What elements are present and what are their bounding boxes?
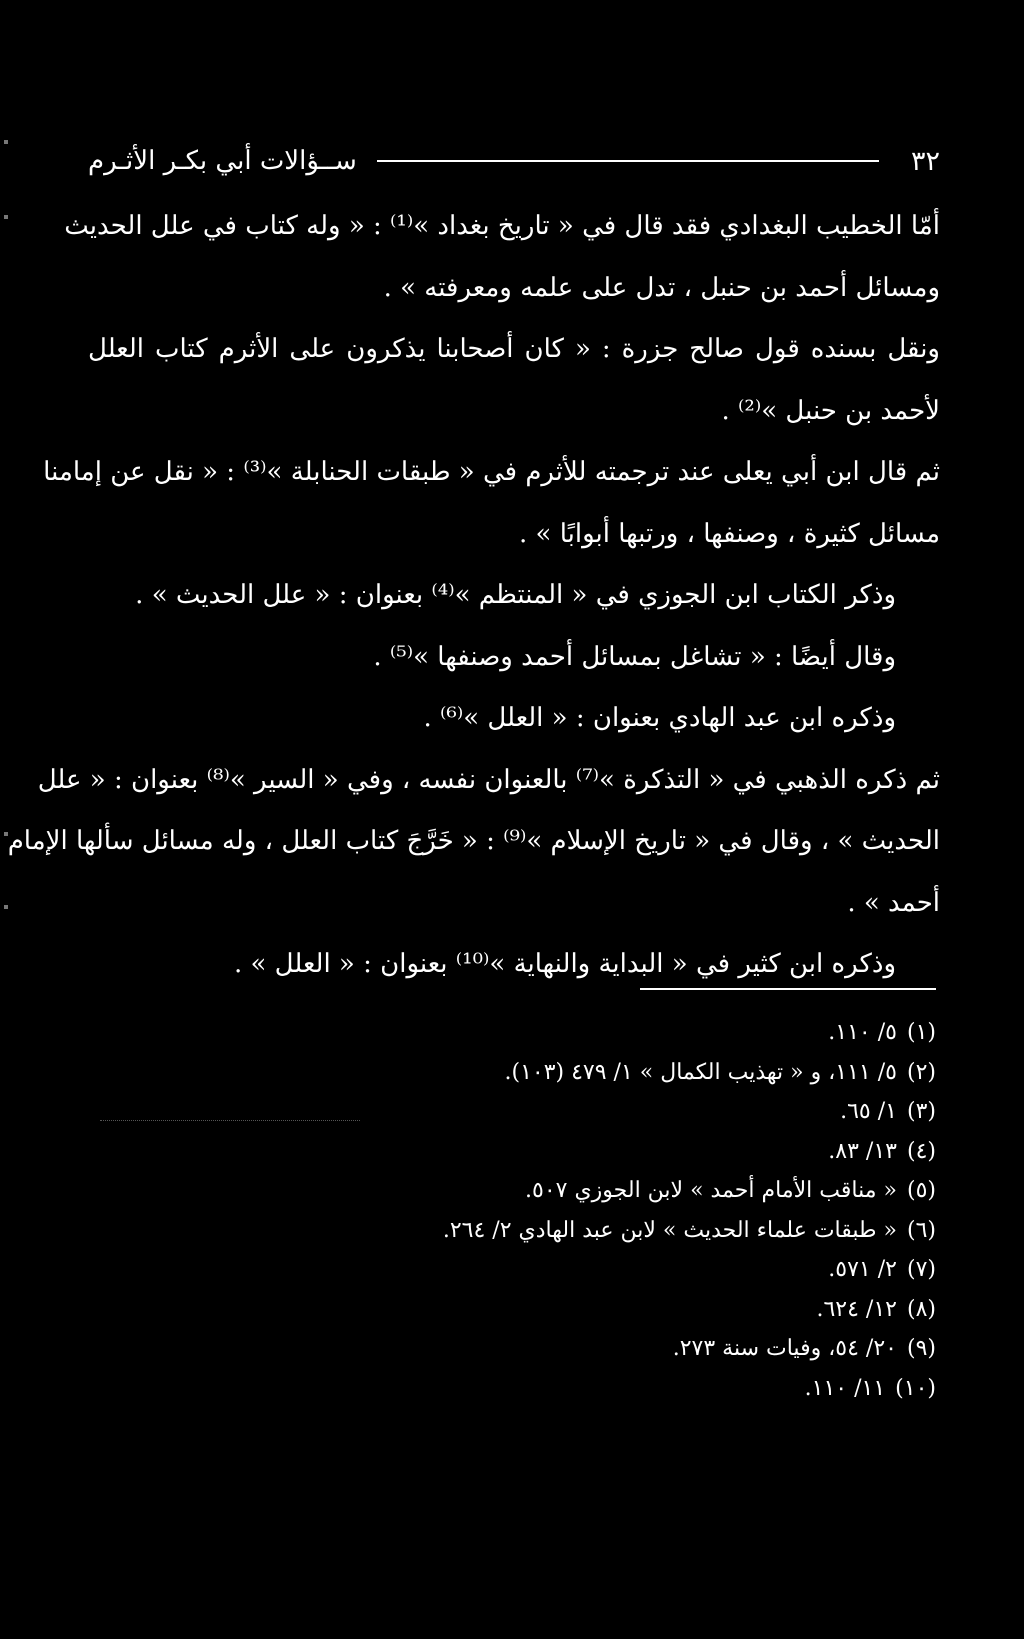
scan-edge-mark [4, 140, 8, 144]
footnote-number: (٦) [906, 1217, 936, 1243]
footnote-number: (٣) [906, 1099, 936, 1124]
footnote-1 [300, 1013, 936, 1053]
footnote-9 [300, 1329, 936, 1369]
body-line: ونقل بسنده قول صالح جزرة : « كان أصحابنا يذكرون على الأثرم كتاب العلل [88, 334, 940, 364]
footnote-3 [300, 1092, 936, 1132]
scan-noise [100, 1120, 360, 1125]
footnote-text: ٥/ ١١١، و « تهذيب الكمال » ١/ ٤٧٩ (١٠٣). [504, 1059, 897, 1085]
footnote-number: (٧) [906, 1257, 936, 1282]
body-line: ثم قال ابن أبي يعلى عند ترجمته للأثرم في « طبقات الحنابلة »⁽³⁾ : « نقل عن إمامنا [43, 457, 940, 487]
footnote-4 [300, 1132, 936, 1172]
footnote-number: (٢) [906, 1059, 936, 1085]
header-rule [377, 160, 879, 162]
footnote-text: ٢/ ٥٧١. [828, 1257, 897, 1282]
footnote-number: (٨) [906, 1296, 936, 1322]
footnote-number: (١) [906, 1020, 936, 1045]
footnote-number: (٥) [906, 1178, 936, 1203]
page-header [88, 136, 940, 186]
body-text [7, 196, 940, 996]
body-line: لأحمد بن حنبل »⁽²⁾ . [721, 395, 940, 426]
body-line: أمّا الخطيب البغدادي فقد قال في « تاريخ بغداد »⁽¹⁾ : « وله كتاب في علل الحديث [64, 211, 940, 241]
body-line: أحمد » . [847, 887, 940, 918]
footnote-6 [300, 1211, 936, 1251]
footnote-text: ١٣/ ٨٣. [828, 1138, 897, 1164]
footnote-text: ٥/ ١١٠. [828, 1020, 897, 1045]
body-line: وذكر الكتاب ابن الجوزي في « المنتظم »⁽⁴⁾ بعنوان : « علل الحديث » . [135, 580, 896, 610]
footnote-text: « مناقب الأمام أحمد » لابن الجوزي ٥٠٧. [525, 1178, 897, 1203]
footnote-10 [300, 1369, 936, 1409]
footnote-8 [300, 1290, 936, 1330]
footnotes [300, 1013, 936, 1408]
footnote-text: ٢٠/ ٥٤، وفيات سنة ٢٧٣. [672, 1336, 897, 1361]
footnote-text: ١٢/ ٦٢٤. [816, 1296, 897, 1322]
page-number: ٣٢ [910, 145, 940, 177]
footnote-2 [300, 1053, 936, 1093]
body-line: ثم ذكره الذهبي في « التذكرة »⁽⁷⁾ بالعنوان نفسه ، وفي « السير »⁽⁸⁾ بعنوان : « علل [37, 764, 940, 795]
footnote-5 [300, 1171, 936, 1211]
body-line: مسائل كثيرة ، وصنفها ، ورتبها أبوابًا » . [519, 518, 940, 549]
footnote-text: ١/ ٦٥. [840, 1099, 897, 1124]
footnote-number: (٩) [906, 1336, 936, 1361]
footnote-text: « طبقات علماء الحديث » لابن عبد الهادي ٢/ ٢٦٤. [442, 1217, 897, 1243]
footnote-separator [640, 988, 936, 990]
footnote-7 [300, 1250, 936, 1290]
body-line: ومسائل أحمد بن حنبل ، تدل على علمه ومعرفته » . [383, 272, 940, 303]
scan-edge-mark [4, 905, 8, 909]
footnote-number: (١٠) [895, 1375, 936, 1401]
body-line: وذكره ابن كثير في « البداية والنهاية »⁽¹⁰⁾ بعنوان : « العلل » . [233, 949, 896, 979]
footnote-number: (٤) [906, 1138, 936, 1164]
scan-edge-mark [4, 215, 8, 219]
scan-edge-mark [4, 832, 8, 836]
footnote-text: ١١/ ١١٠. [804, 1375, 886, 1401]
running-title: ســؤالات أبي بكـر الأثـرم [88, 146, 357, 176]
body-line: وذكره ابن عبد الهادي بعنوان : « العلل »⁽⁶⁾ . [423, 703, 896, 733]
body-line: وقال أيضًا : « تشاغل بمسائل أحمد وصنفها »⁽⁵⁾ . [373, 641, 896, 672]
body-line: الحديث » ، وقال في « تاريخ الإسلام »⁽⁹⁾ : « خَرَّجَ كتاب العلل ، وله مسائل سألها الإمام [7, 826, 940, 856]
